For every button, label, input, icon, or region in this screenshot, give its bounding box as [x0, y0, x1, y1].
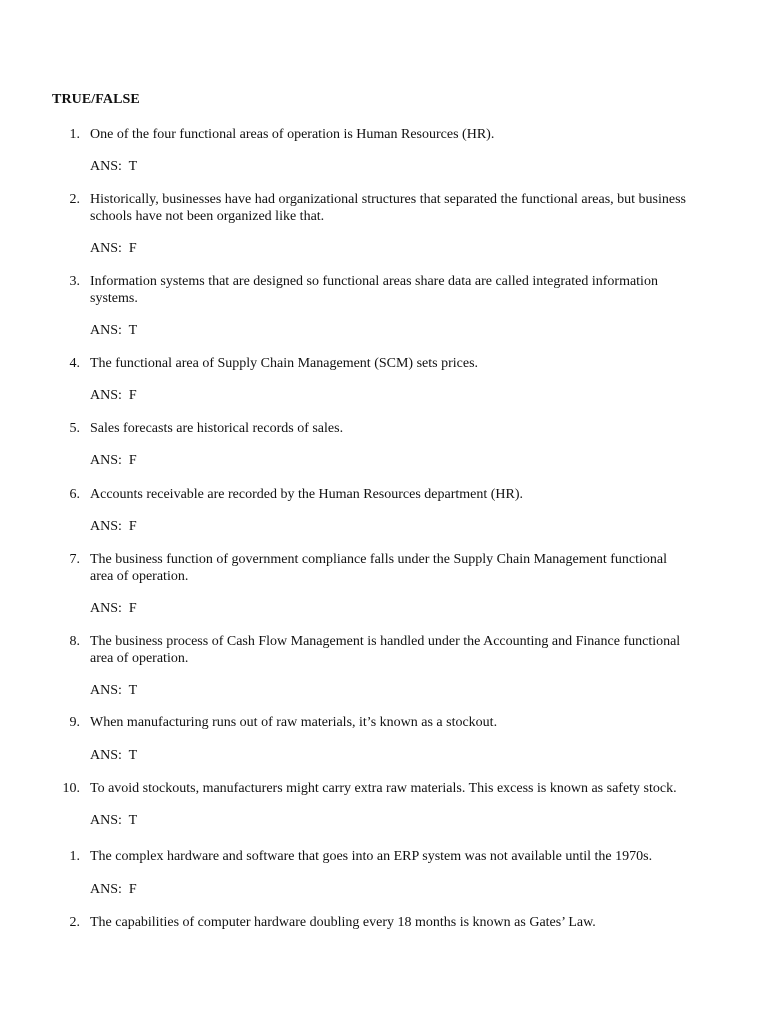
- question-text: Sales forecasts are historical records of sales.: [90, 421, 344, 436]
- answer-text: ANS: T: [90, 813, 138, 828]
- question-number: 2.: [69, 915, 80, 930]
- question-number: 1.: [69, 127, 80, 142]
- question-number: 2.: [69, 192, 80, 207]
- answer-text: ANS: F: [90, 882, 137, 897]
- question-text: Historically, businesses have had organizational structures that separated the functional areas, but business schools have not been organized like that.: [90, 192, 686, 224]
- answer-text: ANS: T: [90, 159, 138, 174]
- answer-text: ANS: F: [90, 453, 137, 468]
- question-number: 8.: [69, 634, 80, 649]
- question-number: 6.: [69, 487, 80, 502]
- section-heading: TRUE/FALSE: [52, 92, 140, 107]
- answer-text: ANS: F: [90, 388, 137, 403]
- question-text: When manufacturing runs out of raw materials, it’s known as a stockout.: [90, 715, 498, 730]
- question-text: Information systems that are designed so functional areas share data are called integrated information systems.: [90, 274, 658, 306]
- question-text: The capabilities of computer hardware doubling every 18 months is known as Gates’ Law.: [90, 915, 596, 930]
- question-text: The functional area of Supply Chain Management (SCM) sets prices.: [90, 356, 479, 371]
- question-text: The complex hardware and software that goes into an ERP system was not available until the 1970s.: [90, 849, 653, 864]
- question-number: 4.: [69, 356, 80, 371]
- answer-text: ANS: F: [90, 241, 137, 256]
- question-text: The business function of government compliance falls under the Supply Chain Management functional area of operation.: [90, 552, 667, 584]
- answer-text: ANS: F: [90, 519, 137, 534]
- answer-text: ANS: T: [90, 748, 138, 763]
- answer-text: ANS: F: [90, 601, 137, 616]
- question-text: To avoid stockouts, manufacturers might carry extra raw materials. This excess is known as safety stock.: [90, 781, 677, 796]
- question-number: 3.: [69, 274, 80, 289]
- question-number: 7.: [69, 552, 80, 567]
- question-number: 1.: [69, 849, 80, 864]
- question-number: 5.: [69, 421, 80, 436]
- answer-text: ANS: T: [90, 683, 138, 698]
- question-text: The business process of Cash Flow Management is handled under the Accounting and Finance functional area of operation.: [90, 634, 681, 666]
- answer-text: ANS: T: [90, 323, 138, 338]
- question-number: 9.: [69, 715, 80, 730]
- question-number: 10.: [62, 781, 80, 796]
- question-text: Accounts receivable are recorded by the Human Resources department (HR).: [90, 487, 524, 502]
- question-text: One of the four functional areas of operation is Human Resources (HR).: [90, 127, 495, 142]
